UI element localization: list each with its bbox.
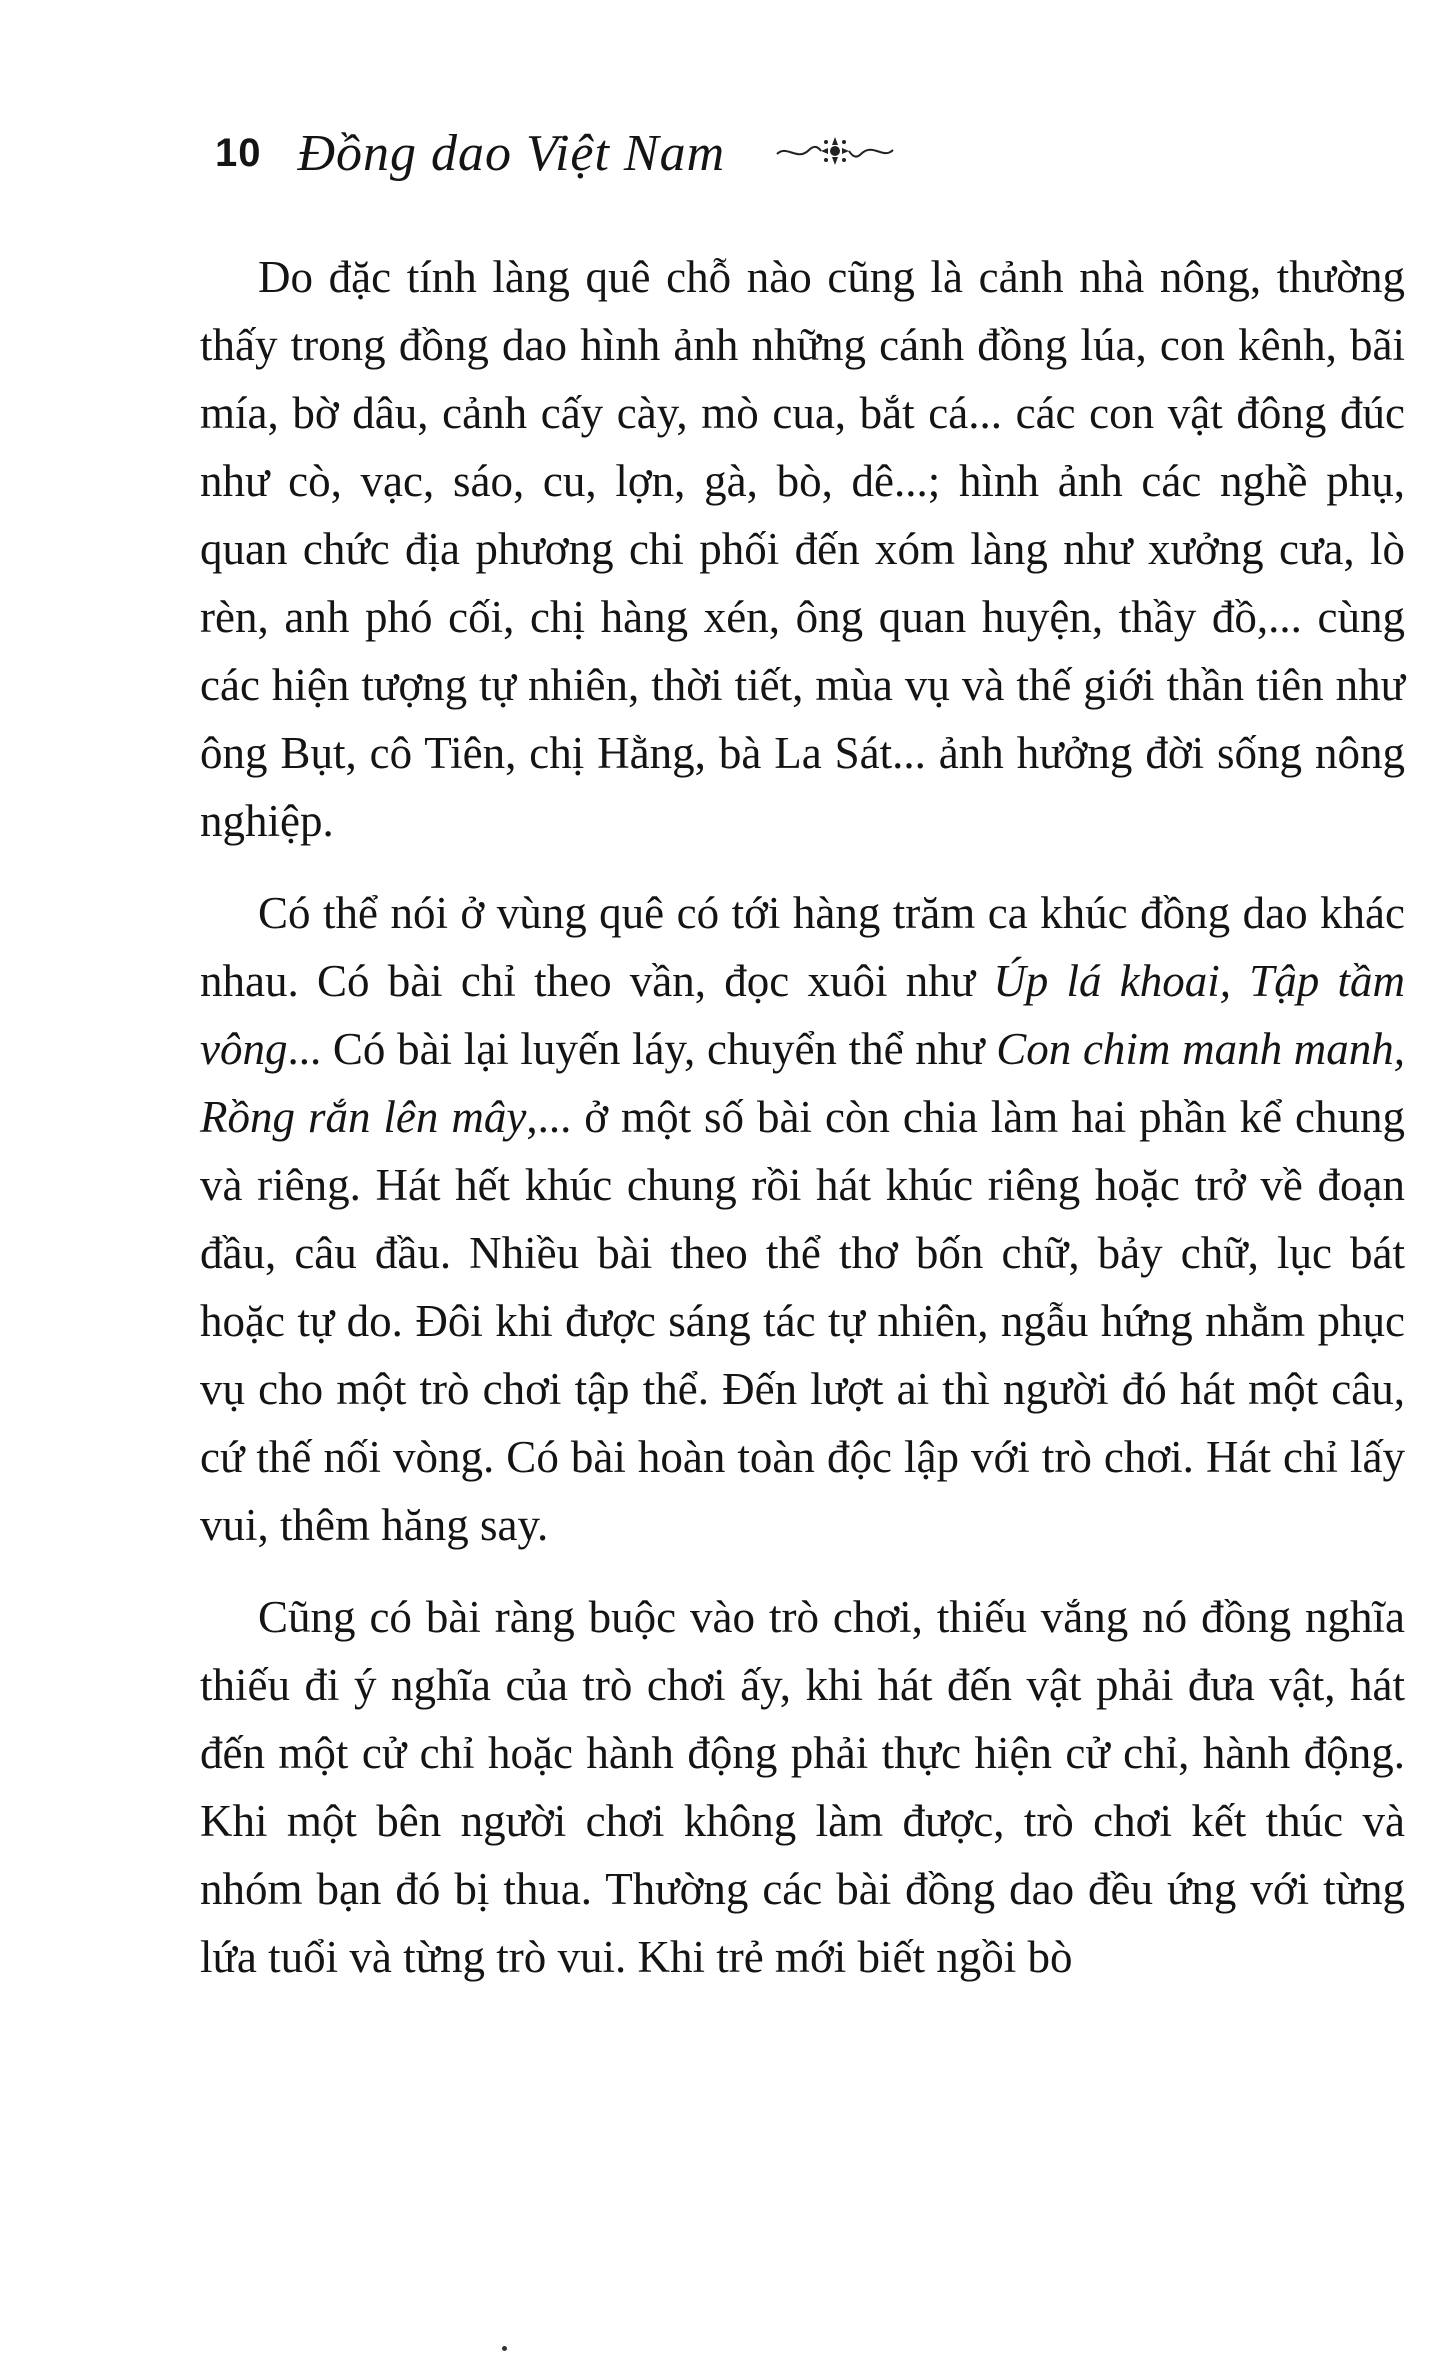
body-text	[200, 243, 1405, 2015]
paragraph-text: Cũng có bài ràng buộc vào trò chơi, thiếu vắng nó đồng nghĩa thiếu đi ý nghĩa của trò chơi ấy, khi hát đến vật phải đưa vật, hát đến một cử chỉ hoặc hành động phải thực hiện cử chỉ, hành động. Khi một bên người chơi không làm được, trò chơi kết thúc và nhóm bạn đó bị thua. Thường các bài đồng dao đều ứng với từng lứa tuổi và từng trò vui. Khi trẻ mới biết ngồi bò	[200, 1592, 1405, 1982]
print-speck	[502, 2346, 507, 2351]
paragraph-text: ,... ở một số bài còn chia làm hai phần kể chung và riêng. Hát hết khúc chung rồi hát khúc riêng hoặc trở về đoạn đầu, câu đầu. Nhiều bài theo thể thơ bốn chữ, bảy chữ, lục bát hoặc tự do. Đôi khi được sáng tác tự nhiên, ngẫu hứng nhằm phục vụ cho một trò chơi tập thể. Đến lượt ai thì người đó hát một câu, cứ thế nối vòng. Có bài hoàn toàn độc lập với trò chơi. Hát chỉ lấy vui, thêm hăng say.	[200, 1092, 1405, 1550]
paragraph	[200, 1583, 1405, 1991]
paragraph-text: ... Có bài lại luyến láy, chuyển thể như	[287, 1024, 997, 1074]
paragraph	[200, 243, 1405, 855]
running-header	[215, 118, 895, 188]
floral-flourish-icon	[775, 134, 895, 173]
book-title: Đồng dao Việt Nam	[297, 124, 726, 182]
page-number: 10	[215, 130, 262, 175]
paragraph-text: Có thể nói ở vùng quê có tới hàng trăm ca khúc đồng dao khác nhau. Có bài chỉ theo vần, đọc xuôi như	[200, 888, 1405, 1006]
paragraph-text: Do đặc tính làng quê chỗ nào cũng là cảnh nhà nông, thường thấy trong đồng dao hình ảnh những cánh đồng lúa, con kênh, bãi mía, bờ dâu, cảnh cấy cày, mò cua, bắt cá... các con vật đông đúc như cò, vạc, sáo, cu, lợn, gà, bò, dê...; hình ảnh các nghề phụ, quan chức địa phương chi phối đến xóm làng như xưởng cưa, lò rèn, anh phó cối, chị hàng xén, ông quan huyện, thầy đồ,... cùng các hiện tượng tự nhiên, thời tiết, mùa vụ và thế giới thần tiên như ông Bụt, cô Tiên, chị Hằng, bà La Sát... ảnh hưởng đời sống nông nghiệp.	[200, 252, 1405, 846]
paragraph	[200, 879, 1405, 1559]
italic-title-text: Úp lá khoai, Tập tầm vông	[200, 956, 1405, 1074]
italic-title-text: Con chim manh manh, Rồng rắn lên mây	[200, 1024, 1406, 1142]
floral-flourish-graphic	[775, 134, 895, 168]
